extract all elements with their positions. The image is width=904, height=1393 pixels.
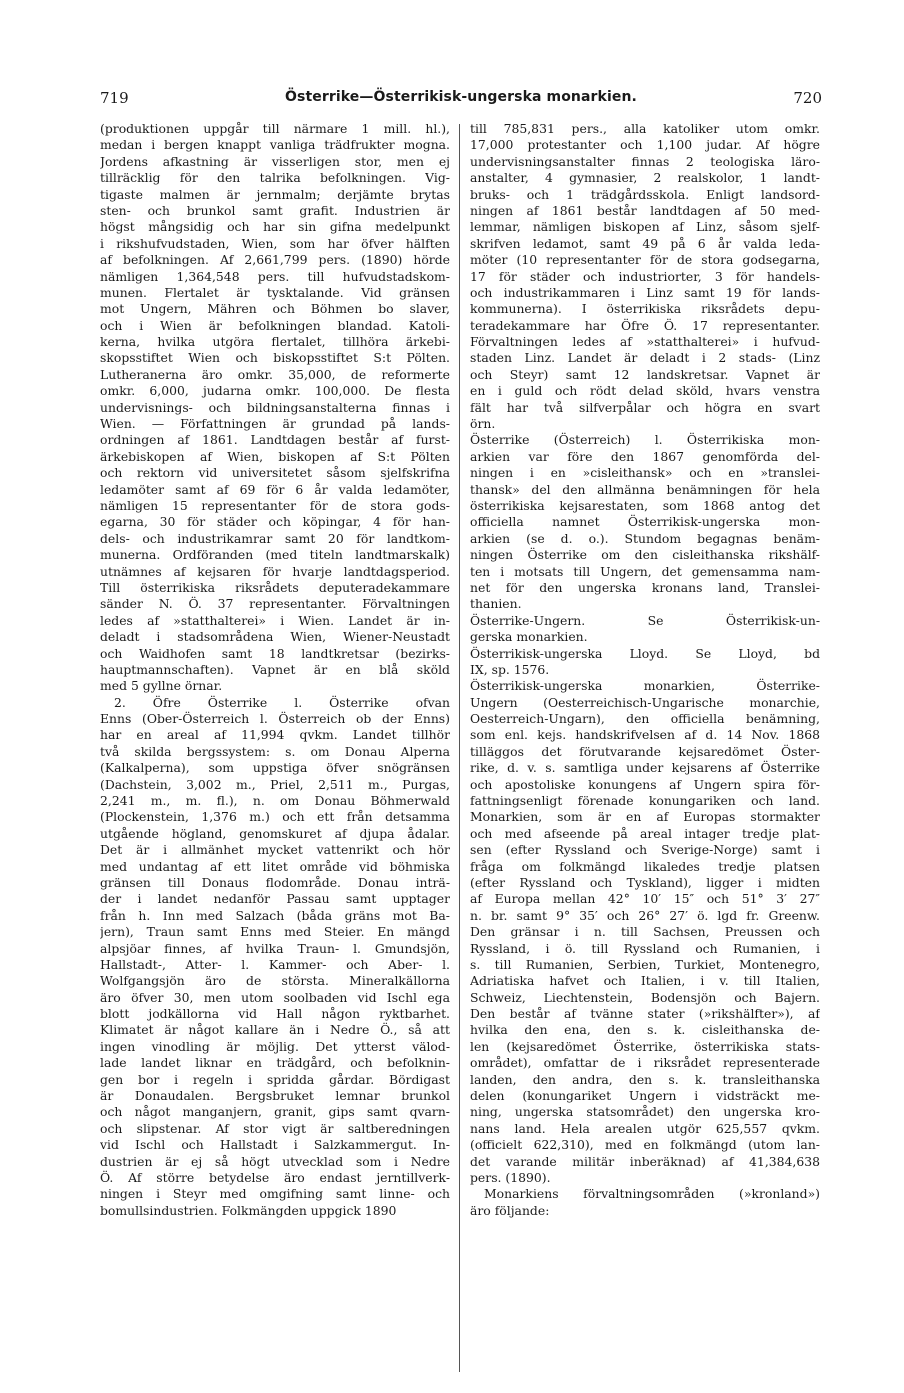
text-line: möter (10 representanter för de stora godsegarna, [470, 252, 820, 268]
text-line: Enns (Ober-Österreich l. Österreich ob der Enns) [100, 711, 450, 727]
text-line: Adriatiska hafvet och Italien, i v. till Italien, [470, 973, 820, 989]
text-line: en i guld och rödt delad sköld, hvars venstra [470, 383, 820, 399]
text-line: Klimatet är något kallare än i Nedre Ö., så att [100, 1022, 450, 1038]
text-line: sten- och brunkol samt grafit. Industrien är [100, 202, 450, 218]
text-line: Det är i allmänhet mycket vattenrikt och hör [100, 842, 450, 858]
text-line: lemmar, nämligen biskopen af Linz, såsom sjelf- [470, 219, 820, 235]
text-line: arkien (se d. o.). Stundom begagnas benäm- [470, 530, 820, 546]
text-line: Monarkiens förvaltningsområden (»kronland») [484, 1186, 820, 1202]
text-line: ärkebiskopen af Wien, biskopen af S:t Pölten [100, 448, 450, 464]
text-line: (produktionen uppgår till närmare 1 mill. hl.), [100, 121, 450, 136]
text-line: (Plockenstein, 1,376 m.) och ett från detsamma [100, 809, 450, 825]
text-line: har en areal af 11,994 qvkm. Landet tillhör [100, 727, 450, 743]
text-line: Hallstadt-, Atter- l. Kammer- och Aber- l. [100, 956, 450, 972]
text-line: teradekammare har Öfre Ö. 17 representanter. [470, 317, 820, 333]
text-line: nämligen 15 representanter för de stora gods- [100, 497, 450, 513]
text-line: der i landet nedanför Passau samt upptager [100, 891, 450, 907]
text-line: Österrikisk-ungerska monarkien, Österrike- [470, 678, 820, 694]
text-line: kommunerna). I österrikiska riksrådets depu- [470, 301, 820, 317]
text-line: (officielt 622,310), med en folkmängd (utom lan- [470, 1137, 820, 1153]
column-divider [459, 124, 460, 1372]
text-line: Österrike-Ungern. Se Österrikisk-un- [470, 612, 820, 628]
text-line: Den består af tvänne stater (»rikshälfter»), af [470, 1006, 820, 1022]
text-line: blott jodkällorna vid Hall någon ryktbarhet. [100, 1006, 450, 1022]
page-number-left: 719 [100, 89, 129, 107]
text-line: egarna, 30 för städer och köpingar, 4 för han- [100, 514, 450, 530]
text-line: 17 för städer och industriorter, 3 för handels- [470, 268, 820, 284]
text-line: skrifven ledamot, samt 49 på 6 år valda leda- [470, 235, 820, 251]
text-line: ingen vinodling är möjlig. Det ytterst välod- [100, 1038, 450, 1054]
text-line: omkr. 6,000, judarna omkr. 100,000. De flesta [100, 383, 450, 399]
text-line: (Kalkalperna), som uppstiga öfver snögränsen [100, 760, 450, 776]
text-line: officiella namnet Österrikisk-ungerska mon- [470, 514, 820, 530]
text-line: med undantag af ett litet område vid böhmiska [100, 858, 450, 874]
text-line: österrikiska kejsarestaten, som 1868 antog det [470, 497, 820, 513]
text-line: rike, d. v. s. samtliga under kejsarens af Österrike [470, 760, 820, 776]
text-line: Jordens afkastning är visserligen stor, men ej [100, 153, 450, 169]
text-line: och Waidhofen samt 18 landtkretsar (bezirks- [100, 645, 450, 661]
text-line: Den gränsar i n. till Sachsen, Preussen och [470, 924, 820, 940]
text-line: ledamöter samt af 69 för 6 år valda ledamöter, [100, 481, 450, 497]
text-line: ningen i en »cisleithansk» och en »translei- [470, 465, 820, 481]
text-line: och rektorn vid universitetet såsom sjelfskrifna [100, 465, 450, 481]
text-line: landen, den andra, den s. k. transleithanska [470, 1071, 820, 1087]
text-line: det varande militär inberäknad) af 41,384,638 [470, 1153, 820, 1169]
text-line: och något manganjern, granit, gips samt qvarn- [100, 1104, 450, 1120]
text-line: undervisnings- och bildningsanstalterna finnas i [100, 399, 450, 415]
text-line: ledes af »statthalterei» i Wien. Landet är in- [100, 612, 450, 628]
text-line: från h. Inn med Salzach (båda gräns mot Ba- [100, 907, 450, 923]
text-line: området), omfattar de i riksrådet representerade [470, 1055, 820, 1071]
text-line: som enl. kejs. handskrifvelsen af d. 14 Nov. 1868 [470, 727, 820, 743]
text-line: Monarkien, som är en af Europas stormakter [470, 809, 820, 825]
text-line: net för den ungerska kronans land, Translei- [470, 579, 820, 595]
text-line: i rikshufvudstaden, Wien, som har öfver hälften [100, 235, 450, 251]
text-line: fråga om folkmängd likaledes tredje platsen [470, 858, 820, 874]
text-line: hvilka den ena, den s. k. cisleithanska de- [470, 1022, 820, 1038]
text-line: och apostoliske konungens af Ungern spira för- [470, 776, 820, 792]
text-line: gen bor i regeln i spridda gårdar. Bördigast [100, 1071, 450, 1087]
text-line: bomullsindustrien. Folkmängden uppgick 1890 [100, 1202, 397, 1218]
text-line: s. till Rumanien, Serbien, Turkiet, Montenegro, [470, 956, 820, 972]
text-line: gränsen till Donaus flodområde. Donau inträ- [100, 874, 450, 890]
text-line: (efter Ryssland och Tyskland), ligger i midten [470, 874, 820, 890]
text-line: örn. [470, 416, 496, 432]
text-line: (Dachstein, 3,002 m., Priel, 2,511 m., Purgas, [100, 776, 450, 792]
text-line: staden Linz. Landet är deladt i 2 stads- (Linz [470, 350, 820, 366]
text-line: munen. Flertalet är tysktalande. Vid gränsen [100, 284, 450, 300]
text-line: jern), Traun samt Enns med Steier. En mängd [100, 924, 450, 940]
text-line: tilläggos det förutvarande kejsaredömet Öster- [470, 743, 820, 759]
text-line: deladt i stadsområdena Wien, Wiener-Neustadt [100, 629, 450, 645]
text-line: delen (konungariket Ungern i vidsträckt me- [470, 1088, 820, 1104]
text-line: Wolfgangsjön äro de största. Mineralkällorna [100, 973, 450, 989]
text-line: till 785,831 pers., alla katoliker utom omkr. [470, 121, 820, 136]
text-line: äro öfver 30, men utom soolbaden vid Ischl ega [100, 989, 450, 1005]
text-line: två skilda bergssystem: s. om Donau Alperna [100, 743, 450, 759]
text-line: mot Ungern, Mähren och Böhmen bo slaver, [100, 301, 450, 317]
text-line: af befolkningen. Af 2,661,799 pers. (1890) hörde [100, 252, 450, 268]
text-line: och Steyr) samt 12 landskretsar. Vapnet är [470, 366, 820, 382]
text-line: nans land. Hela arealen utgör 625,557 qvkm. [470, 1120, 820, 1136]
text-line: och med afseende på areal intager tredje plat- [470, 825, 820, 841]
text-line: pers. (1890). [470, 1170, 551, 1185]
text-line: dustrien är ej så högt utvecklad som i Nedre [100, 1153, 450, 1169]
right-column [470, 121, 820, 1376]
text-line: Lutheranerna äro omkr. 35,000, de reformerte [100, 366, 450, 382]
text-line: ningen Österrike om den cisleithanska rikshälf- [470, 547, 820, 563]
text-line: alpsjöar finnes, af hvilka Traun- l. Gmundsjön, [100, 940, 450, 956]
page-number-right: 720 [793, 89, 822, 107]
text-line: vid Ischl och Hallstadt i Salzkammergut. In- [100, 1137, 450, 1153]
text-line: ten i motsats till Ungern, det gemensamma nam- [470, 563, 820, 579]
text-line: gerska monarkien. [470, 629, 588, 645]
text-line: ningen af 1861 består landtdagen af 50 med- [470, 202, 820, 218]
text-line: dels- och industrikamrar samt 20 för landtkom- [100, 530, 450, 546]
text-line: n. br. samt 9° 35′ och 26° 27′ ö. lgd fr. Greenw. [470, 907, 820, 923]
text-line: 2,241 m., m. fl.), n. om Donau Böhmerwald [100, 793, 450, 809]
text-line: och i Wien är befolkningen blandad. Katoli- [100, 317, 450, 333]
text-line: ning, ungerska statsområdet) den ungerska kro- [470, 1104, 820, 1120]
text-line: högst mångsidig och har sin gifna medelpunkt [100, 219, 450, 235]
text-line: utnämnes af kejsaren för hvarje landtdagsperiod. [100, 563, 450, 579]
text-line: 17,000 protestanter och 1,100 judar. Af högre [470, 137, 820, 153]
text-line: thanien. [470, 596, 522, 612]
text-line: och slipstenar. Af stor vigt är saltberedningen [100, 1120, 450, 1136]
text-line: anstalter, 4 gymnasier, 2 realskolor, 1 landt- [470, 170, 820, 186]
text-line: skopsstiftet Wien och biskopsstiftet S:t Pölten. [100, 350, 450, 366]
text-line: är Donaudalen. Bergsbruket lemnar brunkol [100, 1088, 450, 1104]
text-line: utgående högland, genomskuret af djupa ådalar. [100, 825, 450, 841]
text-line: tillräcklig för den talrika befolkningen. Vig- [100, 170, 450, 186]
text-line: thansk» del den allmänna benämningen för hela [470, 481, 820, 497]
text-line: Wien. — Författningen är grundad på lands- [100, 416, 450, 432]
running-header [100, 89, 822, 113]
text-line: undervisningsanstalter finnas 2 teologiska läro- [470, 153, 820, 169]
text-line: medan i bergen knappt vanliga trädfrukter mogna. [100, 137, 450, 153]
text-line: Förvaltningen ledes af »statthalterei» i hufvud- [470, 334, 820, 350]
text-line: tigaste malmen är jernmalm; derjämte brytas [100, 186, 450, 202]
text-line: kerna, hvilka utgöra flertalet, tillhöra ärkebi- [100, 334, 450, 350]
text-line: bruks- och 1 trädgårdsskola. Enligt landsord- [470, 186, 820, 202]
text-line: Ryssland, i ö. till Ryssland och Rumanien, i [470, 940, 820, 956]
text-line: arkien var före den 1867 genomförda del- [470, 448, 820, 464]
text-line: nämligen 1,364,548 pers. till hufvudstadskom- [100, 268, 450, 284]
running-title: Österrike—Österrikisk-ungerska monarkien. [285, 89, 637, 105]
text-line: Ö. Af större betydelse äro endast jerntillverk- [100, 1170, 450, 1185]
text-line: Ungern (Oesterreichisch-Ungarische monarchie, [470, 694, 820, 710]
text-line: äro följande: [470, 1202, 550, 1218]
text-line: Schweiz, Liechtenstein, Bodensjön och Bajern. [470, 989, 820, 1005]
text-line: lade landet liknar en trädgård, och befolknin- [100, 1055, 450, 1071]
text-line: och industrikammaren i Linz samt 19 för lands- [470, 284, 820, 300]
text-line: hauptmannschaften). Vapnet är en blå sköld [100, 661, 450, 677]
text-line: Oesterreich-Ungarn), den officiella benämning, [470, 711, 820, 727]
text-line: fält har två silfverpålar och högra en svart [470, 399, 820, 415]
text-line: Österrike (Österreich) l. Österrikiska mon- [470, 432, 820, 448]
text-line: Österrikisk-ungerska Lloyd. Se Lloyd, bd [470, 645, 820, 661]
text-line: med 5 gyllne örnar. [100, 678, 223, 694]
text-line: ordningen af 1861. Landtdagen består af furst- [100, 432, 450, 448]
text-line: ningen i Steyr med omgifning samt linne- och [100, 1186, 450, 1202]
text-line: sen (efter Ryssland och Sverige-Norge) samt i [470, 842, 820, 858]
text-line: fattningsenligt förenade konungariken och land. [470, 793, 820, 809]
text-line: len (kejsaredömet Österrike, österrikiska stats- [470, 1038, 820, 1054]
text-line: sänder N. Ö. 37 representanter. Förvaltningen [100, 596, 450, 612]
text-line: af Europa mellan 42° 10′ 15″ och 51° 3′ 27″ [470, 891, 820, 907]
text-line: 2. Öfre Österrike l. Österrike ofvan [114, 694, 450, 710]
text-line: munerna. Ordföranden (med titeln landtmarskalk) [100, 547, 450, 563]
text-line: IX, sp. 1576. [470, 661, 550, 677]
left-column [100, 121, 450, 1376]
text-line: Till österrikiska riksrådets deputeradekammare [100, 579, 450, 595]
